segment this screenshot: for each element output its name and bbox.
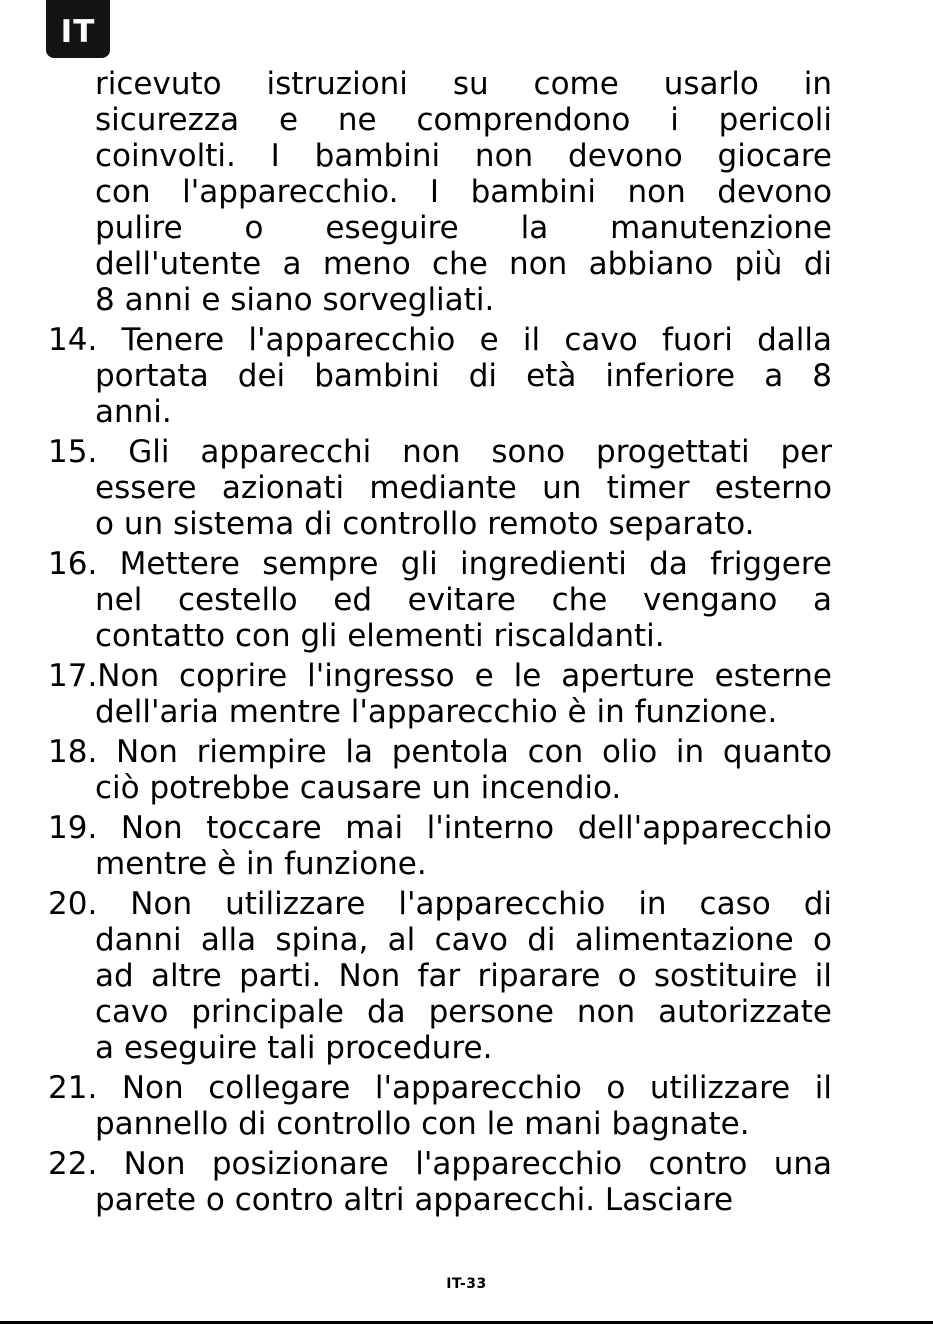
text-line: mentre è in funzione. bbox=[95, 846, 427, 882]
text-line: portata dei bambini di età inferiore a 8 bbox=[95, 358, 832, 394]
text-line: sicurezza e ne comprendono i pericoli bbox=[95, 102, 832, 138]
text-line: dell'aria mentre l'apparecchio è in funzione. bbox=[95, 694, 778, 730]
text-line: ricevuto istruzioni su come usarlo in bbox=[95, 66, 832, 102]
text-line: essere azionati mediante un timer esterno bbox=[95, 470, 832, 506]
text-line: ciò potrebbe causare un incendio. bbox=[95, 770, 622, 806]
text-line: danni alla spina, al cavo di alimentazione o bbox=[95, 922, 832, 958]
list-item-14 bbox=[48, 322, 832, 430]
text-line: ad altre parti. Non far riparare o sostituire il bbox=[95, 958, 832, 994]
text-line: con l'apparecchio. I bambini non devono bbox=[95, 174, 832, 210]
list-item-20 bbox=[48, 886, 832, 1066]
text-line: parete o contro altri apparecchi. Lasciare bbox=[95, 1182, 734, 1218]
text-line: pulire o eseguire la manutenzione bbox=[95, 210, 832, 246]
list-item-17 bbox=[48, 658, 832, 730]
instructions-text bbox=[48, 66, 832, 1222]
text-line: cavo principale da persone non autorizzate bbox=[95, 994, 832, 1030]
text-line: 18. Non riempire la pentola con olio in quanto bbox=[48, 734, 832, 770]
text-line: contatto con gli elementi riscaldanti. bbox=[95, 618, 665, 654]
text-line: 14. Tenere l'apparecchio e il cavo fuori dalla bbox=[48, 322, 832, 358]
text-line: coinvolti. I bambini non devono giocare bbox=[95, 138, 832, 174]
list-item-22 bbox=[48, 1146, 832, 1218]
text-line: pannello di controllo con le mani bagnate. bbox=[95, 1106, 750, 1142]
text-line: 16. Mettere sempre gli ingredienti da friggere bbox=[48, 546, 832, 582]
text-line: nel cestello ed evitare che vengano a bbox=[95, 582, 832, 618]
text-line: 19. Non toccare mai l'interno dell'apparecchio bbox=[48, 810, 832, 846]
text-line: anni. bbox=[95, 394, 172, 430]
text-line: 8 anni e siano sorvegliati. bbox=[95, 282, 495, 318]
text-line: 15. Gli apparecchi non sono progettati per bbox=[48, 434, 832, 470]
text-line: 20. Non utilizzare l'apparecchio in caso di bbox=[48, 886, 832, 922]
continuation-paragraph bbox=[48, 66, 832, 318]
page-number: IT-33 bbox=[446, 1276, 487, 1292]
text-line: 22. Non posizionare l'apparecchio contro una bbox=[48, 1146, 832, 1182]
text-line: dell'utente a meno che non abbiano più di bbox=[95, 246, 832, 282]
text-line: a eseguire tali procedure. bbox=[95, 1030, 493, 1066]
text-line: 21. Non collegare l'apparecchio o utilizzare il bbox=[48, 1070, 832, 1106]
list-item-18 bbox=[48, 734, 832, 806]
text-line: o un sistema di controllo remoto separato. bbox=[95, 506, 755, 542]
language-badge: IT bbox=[46, 0, 110, 58]
text-line: 17.Non coprire l'ingresso e le aperture esterne bbox=[48, 658, 832, 694]
list-item-16 bbox=[48, 546, 832, 654]
list-item-21 bbox=[48, 1070, 832, 1142]
list-item-19 bbox=[48, 810, 832, 882]
list-item-15 bbox=[48, 434, 832, 542]
